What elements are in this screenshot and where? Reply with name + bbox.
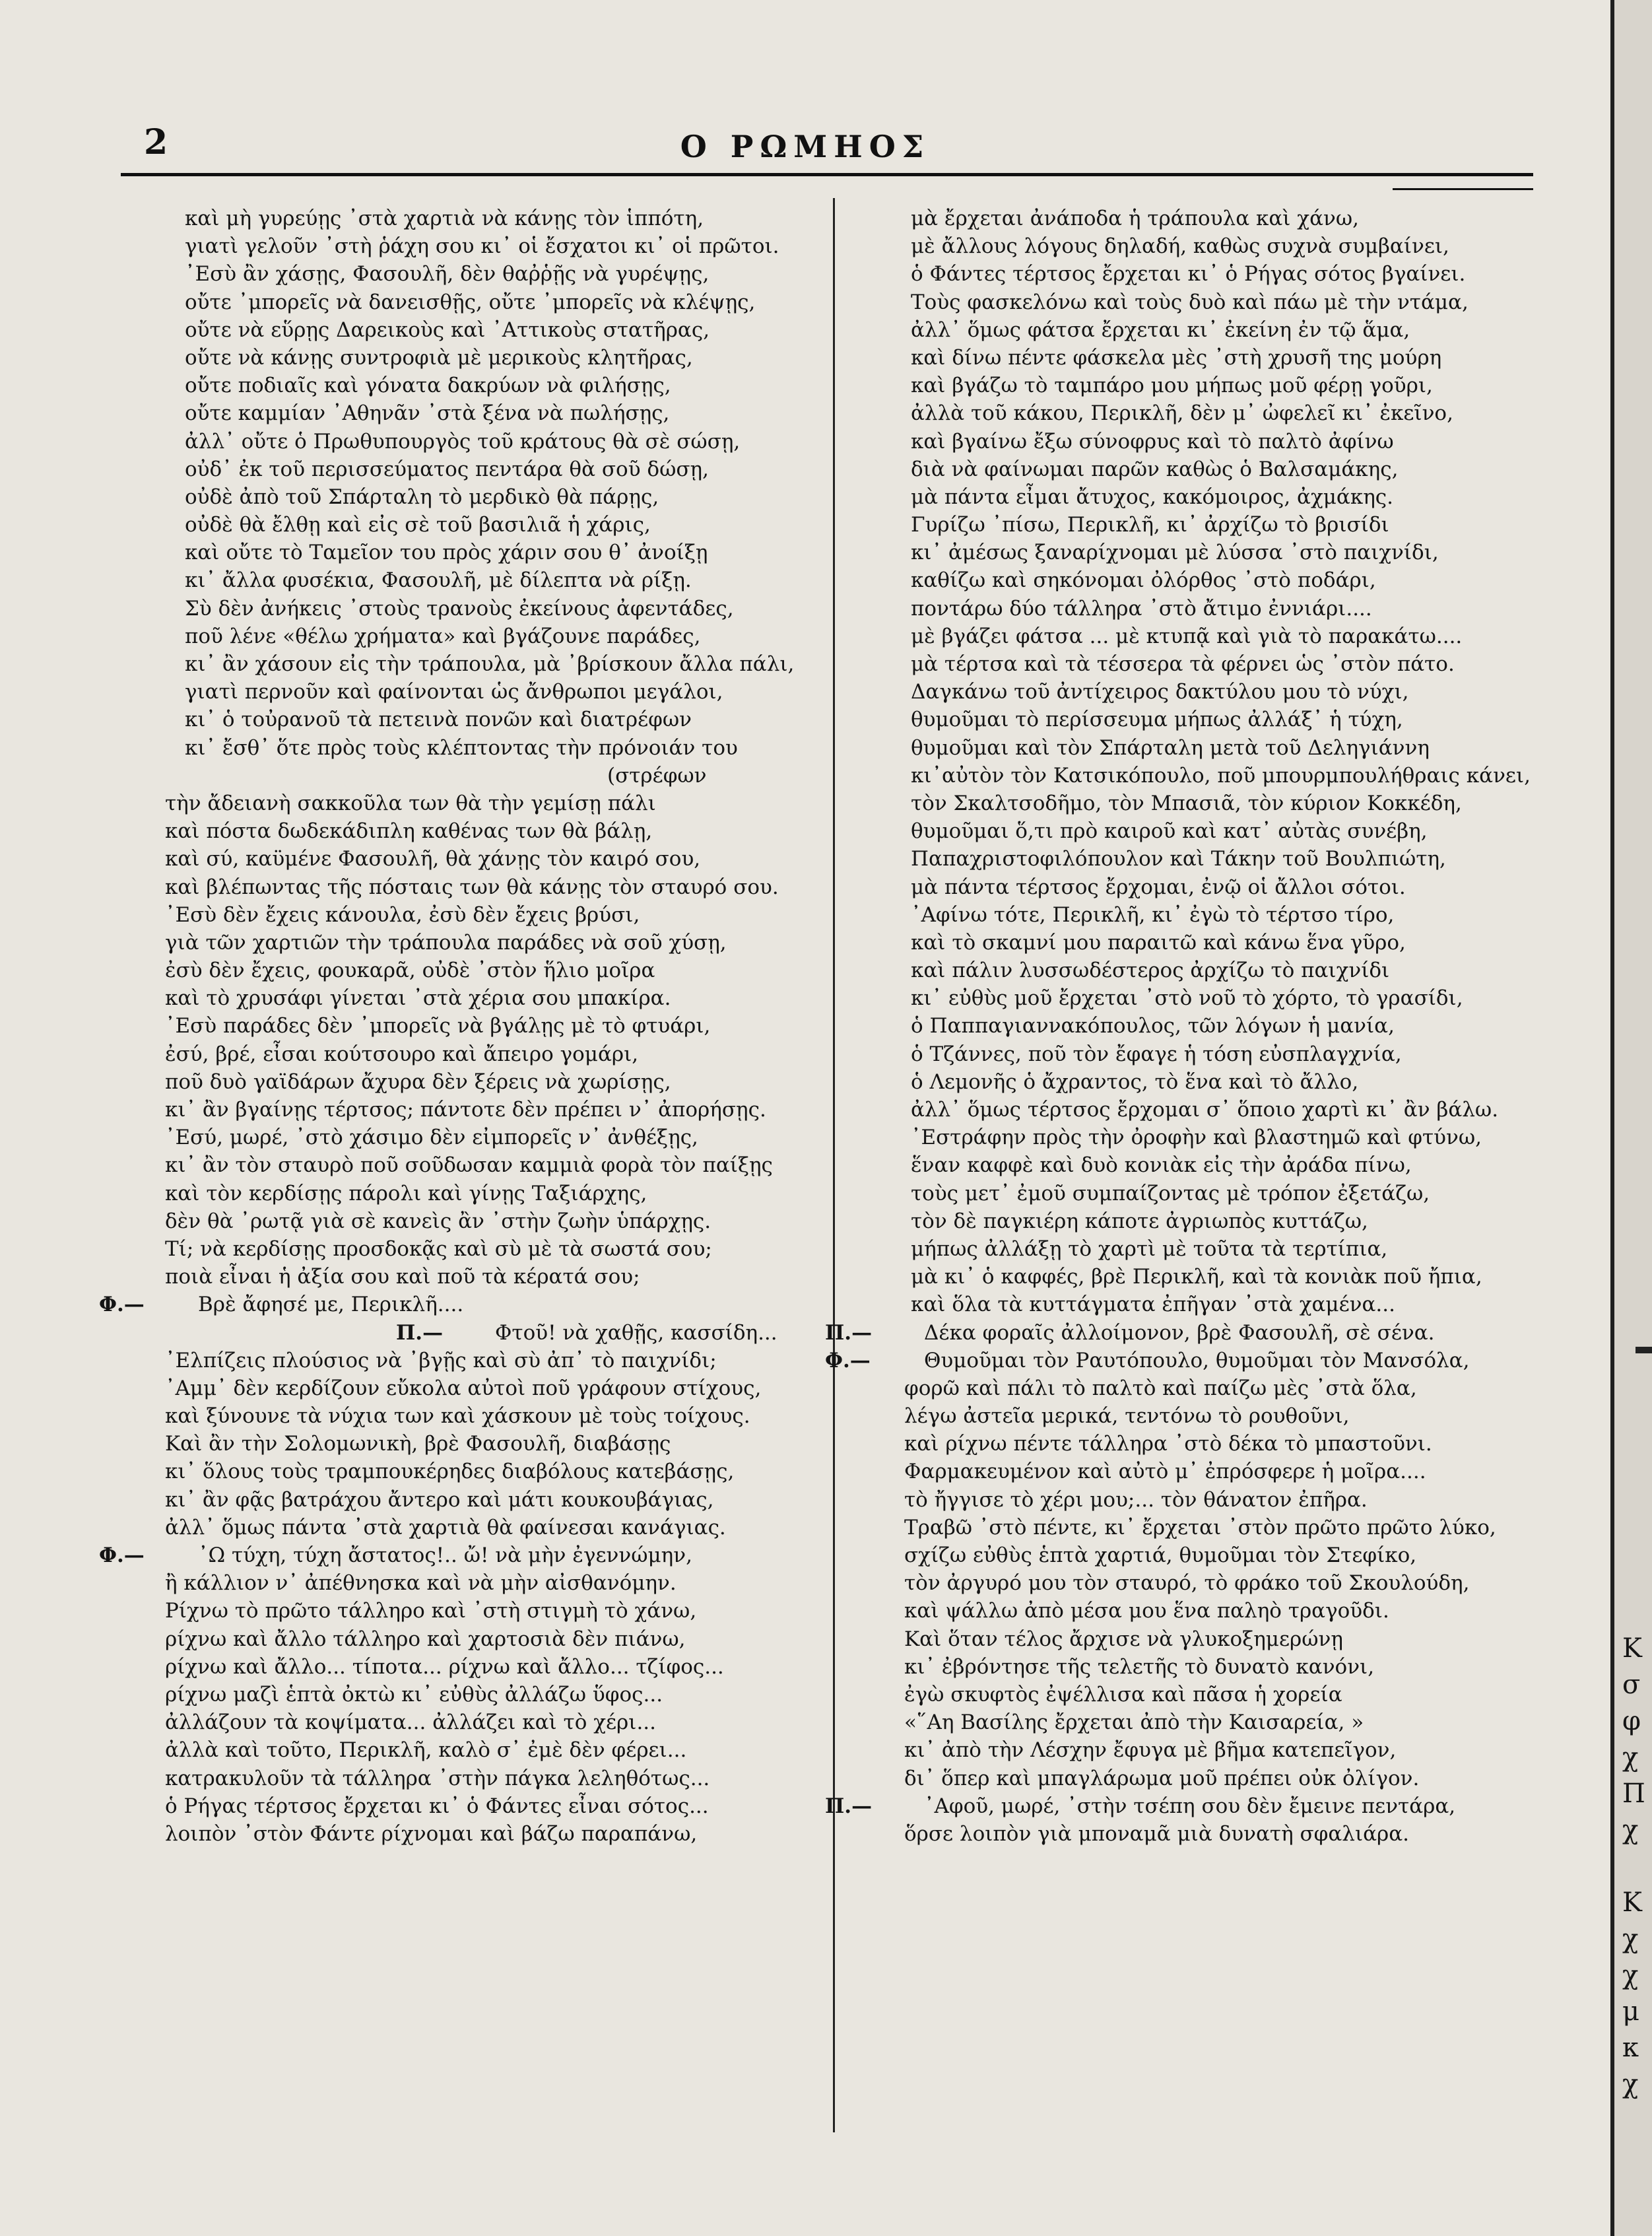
verse-line <box>825 1681 1607 1709</box>
verse-text: γιατὶ περνοῦν καὶ φαίνονται ὡς ἄνθρωποι μεγάλοι, <box>185 680 723 704</box>
edge-letter: Κ <box>1622 1633 1642 1664</box>
verse-line <box>825 1180 1607 1207</box>
verse-text: Βρὲ ἄφησέ με, Περικλῆ.... <box>198 1293 464 1317</box>
edge-letter: κ <box>1622 2033 1639 2063</box>
verse-line <box>99 1374 825 1402</box>
verse-line <box>99 1347 825 1374</box>
verse-text: καὶ τὸ χρυσάφι γίνεται ᾽στὰ χέρια σου μπακίρα. <box>165 986 671 1011</box>
verse-text: Παπαχριστοφιλόπουλον καὶ Τάκην τοῦ Βουλπιώτη, <box>911 847 1446 871</box>
verse-line <box>99 1235 825 1263</box>
verse-text: τὴν ἄδειανὴ σακκοῦλα των θὰ τὴν γεμίσῃ πάλι <box>165 791 656 815</box>
verse-text: ποιὰ εἶναι ἡ ἀξία σου καὶ ποῦ τὰ κέρατά σου; <box>165 1265 640 1289</box>
verse-line <box>99 1709 825 1736</box>
verse-text: Καὶ ὅταν τέλος ἄρχισε νὰ γλυκοξημερώνῃ <box>904 1627 1343 1651</box>
page-number: 2 <box>144 122 168 162</box>
verse-line <box>99 873 825 901</box>
verse-line <box>99 1068 825 1096</box>
verse-line <box>825 1124 1607 1151</box>
verse-line <box>825 1319 1607 1347</box>
verse-text: Δέκα φοραῖς ἀλλοίμονον, βρὲ Φασουλῆ, σὲ σένα. <box>924 1320 1435 1345</box>
verse-line <box>99 1765 825 1792</box>
verse-line <box>825 1736 1607 1764</box>
verse-text: ρίχνω καὶ ἄλλο τάλληρο καὶ χαρτοσιὰ δὲν πιάνω, <box>165 1627 686 1651</box>
verse-line <box>99 1458 825 1485</box>
verse-text: τὸ ἤγγισε τὸ χέρι μου;... τὸν θάνατον ἐπῆρα. <box>904 1487 1368 1512</box>
verse-text: ᾽Αφίνω τότε, Περικλῆ, κι᾽ ἐγὼ τὸ τέρτσο τίρο, <box>911 902 1395 927</box>
verse-text: κι᾽ ἀμέσως ξαναρίχνομαι μὲ λύσσα ᾽στὸ παιχνίδι, <box>911 541 1439 565</box>
verse-line <box>825 1235 1607 1263</box>
verse-line <box>99 1151 825 1179</box>
verse-line <box>99 483 825 511</box>
verse-text: ἐσὺ δὲν ἔχεις, φουκαρᾶ, οὐδὲ ᾽στὸν ἥλιο μοῖρα <box>165 959 655 983</box>
verse-text: κι᾽ ἄλλα φυσέκια, Φασουλῆ, μὲ δίλεπτα νὰ ρίξῃ. <box>185 568 692 593</box>
verse-text: σχίζω εὐθὺς ἑπτὰ χαρτιά, θυμοῦμαι τὸν Στεφίκο, <box>904 1543 1417 1567</box>
edge-letter: χ <box>1622 1924 1639 1954</box>
verse-line <box>825 650 1607 678</box>
verse-text: ἀλλ᾽ ὅμως τέρτσος ἔρχομαι σ᾽ ὅποιο χαρτὶ κι᾽ ἂν βάλω. <box>911 1098 1499 1122</box>
verse-text: καὶ ψάλλω ἀπὸ μέσα μου ἕνα παληὸ τραγοῦδι. <box>904 1599 1389 1623</box>
verse-text: θυμοῦμαι τὸ περίσσευμα μήπως ἀλλάξ᾽ ἡ τύχη, <box>911 708 1403 732</box>
speaker-label: Φ.— <box>99 1293 145 1317</box>
adjacent-page-edge <box>1610 0 1652 2236</box>
verse-text: ἀλλ᾽ ὅμως φάτσα ἔρχεται κι᾽ ἐκείνη ἐν τῷ ἅμα, <box>911 318 1410 342</box>
verse-text: οὔτε ᾽μπορεῖς νὰ δανεισθῇς, οὔτε ᾽μπορεῖς νὰ κλέψῃς, <box>185 290 756 314</box>
verse-text: ὁ Ρήγας τέρτσος ἔρχεται κι᾽ ὁ Φάντες εἶναι σότος... <box>165 1794 709 1818</box>
verse-line <box>825 817 1607 845</box>
verse-line <box>825 1792 1607 1820</box>
verse-text: κι᾽ ἂν τὸν σταυρὸ ποῦ σοῦδωσαν καμμιὰ φορὰ τὸν παίξῃς <box>165 1153 773 1178</box>
verse-text: διὰ νὰ φαίνωμαι παρῶν καθὼς ὁ Βαλσαμάκης, <box>911 457 1399 481</box>
edge-letter: χ <box>1622 1960 1639 1990</box>
verse-line <box>99 845 825 873</box>
verse-line <box>99 1820 825 1848</box>
verse-text: ἢ κάλλιον ν᾽ ἀπέθνησκα καὶ νὰ μὴν αἰσθανόμην. <box>165 1571 677 1596</box>
verse-text: οὐδ᾽ ἐκ τοῦ περισσεύματος πεντάρα θὰ σοῦ δώσῃ, <box>185 457 709 481</box>
verse-line <box>99 623 825 650</box>
verse-line <box>825 1597 1607 1625</box>
verse-line <box>99 1291 825 1318</box>
newspaper-title: Ο ΡΩΜΗΟΣ <box>680 129 931 164</box>
verse-line <box>825 1569 1607 1597</box>
verse-text: μὰ κι᾽ ὁ καφφές, βρὲ Περικλῆ, καὶ τὰ κονιὰκ ποῦ ἤπια, <box>911 1265 1482 1289</box>
verse-text: ἀλλάζουν τὰ κοψίματα... ἀλλάζει καὶ τὸ χέρι... <box>165 1711 656 1735</box>
verse-line <box>825 706 1607 733</box>
verse-line <box>99 428 825 456</box>
verse-text: οὔτε καμμίαν ᾽Αθηνᾶν ᾽στὰ ξένα νὰ πωλήσῃς, <box>185 401 670 426</box>
edge-letter: σ <box>1622 1670 1641 1700</box>
verse-line <box>825 1820 1607 1848</box>
verse-line <box>99 566 825 594</box>
verse-text: ὁ Παππαγιαννακόπουλος, τῶν λόγων ἡ μανία, <box>911 1014 1395 1038</box>
verse-text: ᾽Αφοῦ, μωρέ, ᾽στὴν τσέπη σου δὲν ἔμεινε πεντάρα, <box>924 1794 1456 1818</box>
verse-line <box>825 762 1607 790</box>
verse-line <box>99 929 825 957</box>
verse-text: κι᾽ ὅλους τοὺς τραμπουκέρηδες διαβόλους κατεβάσῃς, <box>165 1460 735 1484</box>
verse-text: γιατὶ γελοῦν ᾽στὴ ῥάχη σου κι᾽ οἱ ἔσχατοι κι᾽ οἱ πρῶτοι. <box>185 234 779 259</box>
verse-line <box>99 1486 825 1514</box>
verse-text: ἀλλ᾽ ὅμως πάντα ᾽στὰ χαρτιὰ θὰ φαίνεσαι κανάγιας. <box>165 1515 726 1540</box>
verse-text: μὰ τέρτσα καὶ τὰ τέσσερα τὰ φέρνει ὡς ᾽στὸν πάτο. <box>911 652 1455 676</box>
verse-line <box>99 1124 825 1151</box>
edge-letter: χ <box>1622 2069 1639 2099</box>
adjacent-page-letters <box>1622 1631 1645 2103</box>
verse-text: μὰ ἔρχεται ἀνάποδα ἡ τράπουλα καὶ χάνω, <box>911 207 1360 230</box>
verse-text: δι᾽ ὅπερ καὶ μπαγλάρωμα μοῦ πρέπει οὐκ ὀλίγον. <box>904 1766 1420 1790</box>
verse-line <box>99 790 825 817</box>
verse-line <box>99 1736 825 1764</box>
verse-line <box>99 288 825 316</box>
verse-line <box>99 678 825 706</box>
edge-letter: μ <box>1622 1996 1639 2027</box>
verse-text: «῞Αη Βασίλης ἔρχεται ἀπὸ τὴν Καισαρεία, » <box>904 1711 1364 1735</box>
verse-line <box>825 1709 1607 1736</box>
verse-text: ἀλλὰ τοῦ κάκου, Περικλῆ, δὲν μ᾽ ὠφελεῖ κι᾽ ἐκεῖνο, <box>911 401 1453 426</box>
verse-line <box>825 1347 1607 1374</box>
verse-text: καὶ ὅλα τὰ κυττάγματα ἐπῆγαν ᾽στὰ χαμένα... <box>911 1293 1395 1317</box>
verse-line <box>99 762 825 790</box>
verse-line <box>825 845 1607 873</box>
verse-line <box>99 260 825 288</box>
verse-line <box>825 428 1607 456</box>
speaker-label: Φ.— <box>99 1543 145 1567</box>
verse-text: οὔτε νὰ κάνῃς συντροφιὰ μὲ μερικοὺς κλητῆρας, <box>185 345 693 370</box>
verse-line <box>825 1068 1607 1096</box>
verse-text: Φαρμακευμένον καὶ αὐτὸ μ᾽ ἐπρόσφερε ἡ μοῖρα.... <box>904 1460 1426 1484</box>
verse-line <box>825 1012 1607 1040</box>
edge-letter: χ <box>1622 1815 1639 1845</box>
verse-text: κι᾽ ἂν φᾷς βατράχου ἄντερο καὶ μάτι κουκουβάγιας, <box>165 1487 714 1512</box>
verse-line <box>825 316 1607 344</box>
verse-text: ποῦ δυὸ γαϊδάρων ἄχυρα δὲν ξέρεις νὰ χωρίσῃς, <box>165 1069 671 1094</box>
verse-line <box>99 316 825 344</box>
verse-line <box>99 1319 825 1347</box>
verse-text: καὶ ρίχνω πέντε τάλληρα ᾽στὸ δέκα τὸ μπαστοῦνι. <box>904 1432 1432 1456</box>
verse-line <box>99 1569 825 1597</box>
verse-text: δὲν θὰ ᾽ρωτᾷ γιὰ σὲ κανεὶς ἂν ᾽στὴν ζωὴν ὑπάρχῃς. <box>165 1209 711 1233</box>
verse-line <box>99 1180 825 1207</box>
verse-line <box>825 1040 1607 1068</box>
verse-text: καὶ οὔτε τὸ Ταμεῖον του πρὸς χάριν σου θ᾽ ἀνοίξῃ <box>185 541 708 565</box>
verse-text: κι᾽αὐτὸν τὸν Κατσικόπουλο, ποῦ μπουρμπουλήθραις κάνει, <box>911 763 1531 788</box>
verse-text: καὶ τὸν κερδίσῃς πάρολι καὶ γίνῃς Ταξιάρχης, <box>165 1181 647 1205</box>
verse-line <box>825 790 1607 817</box>
verse-text: ρίχνω καὶ ἄλλο... τίποτα... ρίχνω καὶ ἄλλο... τζίφος... <box>165 1654 724 1679</box>
verse-text: ἐγὼ σκυφτὸς ἐψέλλισα καὶ πᾶσα ἡ χορεία <box>904 1682 1342 1707</box>
verse-line <box>99 344 825 372</box>
speaker-label: Π.— <box>825 1794 873 1818</box>
verse-text: ἀλλ᾽ οὔτε ὁ Πρωθυπουργὸς τοῦ κράτους θὰ σὲ σώσῃ, <box>185 429 741 454</box>
verse-text: Ρίχνω τὸ πρῶτο τάλληρο καὶ ᾽στὴ στιγμὴ τὸ χάνω, <box>165 1599 697 1623</box>
verse-text: μὲ ἄλλους λόγους δηλαδή, καθὼς συχνὰ συμβαίνει, <box>911 234 1449 259</box>
verse-text: ᾽Εσὺ παράδες δὲν ᾽μπορεῖς νὰ βγάλῃς μὲ τὸ φτυάρι, <box>165 1014 711 1038</box>
verse-text: τοὺς μετ᾽ ἐμοῦ συμπαίζοντας μὲ τρόπον ἐξετάζω, <box>911 1181 1430 1205</box>
verse-text: ἕναν καφφὲ καὶ δυὸ κονιὰκ εἰς τὴν ἀράδα πίνω, <box>911 1153 1412 1178</box>
verse-text: θυμοῦμαι ὅ,τι πρὸ καιροῦ καὶ κατ᾽ αὐτὰς συνέβη, <box>911 819 1428 844</box>
verse-line <box>99 1792 825 1820</box>
verse-text: μὲ βγάζει φάτσα ... μὲ κτυπᾷ καὶ γιὰ τὸ παρακάτω.... <box>911 624 1463 648</box>
verse-text: καθίζω καὶ σηκόνομαι ὀλόρθος ᾽στὸ ποδάρι, <box>911 568 1376 593</box>
verse-line <box>99 1207 825 1235</box>
verse-text: καὶ τὸ σκαμνί μου παραιτῶ καὶ κάνω ἕνα γῦρο, <box>911 930 1406 955</box>
verse-line <box>99 734 825 762</box>
verse-line <box>825 1430 1607 1458</box>
verse-text: φορῶ καὶ πάλι τὸ παλτὸ καὶ παίζω μὲς ᾽στὰ ὅλα, <box>904 1376 1417 1400</box>
verse-text: ᾽Εσὺ ἂν χάσῃς, Φασουλῆ, δὲν θαῤῥῇς νὰ γυρέψῃς, <box>185 262 710 287</box>
verse-text: καὶ μὴ γυρεύῃς ᾽στὰ χαρτιὰ νὰ κάνῃς τὸν ἱππότη, <box>185 207 704 230</box>
edge-letter: Π <box>1622 1779 1645 1809</box>
verse-line <box>825 205 1607 232</box>
verse-line <box>825 566 1607 594</box>
verse-line <box>825 1151 1607 1179</box>
speaker-label: Φ.— <box>825 1348 871 1372</box>
verse-line <box>825 372 1607 399</box>
verse-text: οὔτε νὰ εὕρῃς Δαρεικοὺς καὶ ᾽Αττικοὺς στατῆρας, <box>185 318 710 342</box>
right-column <box>825 205 1607 1848</box>
verse-line <box>825 595 1607 623</box>
verse-line <box>825 399 1607 427</box>
verse-line <box>99 1012 825 1040</box>
page-header <box>0 0 1610 178</box>
verse-line <box>825 456 1607 483</box>
verse-text: ὁ Λεμονῆς ὁ ἄχραντος, τὸ ἕνα καὶ τὸ ἄλλο, <box>911 1069 1359 1094</box>
verse-line <box>825 901 1607 929</box>
verse-text: ὁ Φάντες τέρτσος ἔρχεται κι᾽ ὁ Ρήγας σότος βγαίνει. <box>911 262 1466 287</box>
verse-line <box>825 539 1607 566</box>
verse-line <box>825 1653 1607 1681</box>
verse-line <box>825 232 1607 260</box>
verse-text: θυμοῦμαι καὶ τὸν Σπάρταλη μετὰ τοῦ Δεληγιάννη <box>911 735 1430 760</box>
verse-line <box>825 483 1607 511</box>
verse-text: Φτοῦ! νὰ χαθῇς, κασσίδη... <box>495 1320 777 1345</box>
verse-text: λοιπὸν ᾽στὸν Φάντε ρίχνομαι καὶ βάζω παραπάνω, <box>165 1821 698 1846</box>
verse-text: οὔτε ποδιαῖς καὶ γόνατα δακρύων νὰ φιλήσῃς, <box>185 374 671 398</box>
verse-line <box>99 1514 825 1541</box>
verse-text: ἐσύ, βρέ, εἶσαι κούτσουρο καὶ ἄπειρο γομάρι, <box>165 1042 639 1066</box>
speaker-label: Π.— <box>396 1320 444 1345</box>
verse-text: κι᾽ ἐβρόντησε τῆς τελετῆς τὸ δυνατὸ κανόνι, <box>904 1654 1375 1679</box>
verse-text: κι᾽ ἔσθ᾽ ὅτε πρὸς τοὺς κλέπτοντας τὴν πρόνοιάν του <box>185 735 738 760</box>
verse-text: ᾽Ω τύχη, τύχη ἄστατος!.. ὤ! νὰ μὴν ἐγεννώμην, <box>198 1543 692 1567</box>
verse-line <box>99 399 825 427</box>
verse-text: Καὶ ἂν τὴν Σολομωνικὴ, βρὲ Φασουλῆ, διαβάσῃς <box>165 1432 671 1456</box>
verse-text: ὅρσε λοιπὸν γιὰ μποναμᾶ μιὰ δυνατὴ σφαλιάρα. <box>904 1821 1410 1846</box>
edge-dash <box>1635 1347 1652 1353</box>
verse-text: κι᾽ ἂν βγαίνῃς τέρτσος; πάντοτε δὲν πρέπει ν᾽ ἀπορήσῃς. <box>165 1098 766 1122</box>
verse-line <box>99 232 825 260</box>
verse-line <box>825 1486 1607 1514</box>
verse-text: ᾽Εστράφην πρὸς τὴν ὀροφὴν καὶ βλαστημῶ καὶ φτύνω, <box>911 1126 1482 1150</box>
verse-text: κι᾽ ἀπὸ τὴν Λέσχην ἔφυγα μὲ βῆμα κατεπεῖγον, <box>904 1738 1397 1763</box>
verse-text: ᾽Αμμ᾽ δὲν κερδίζουν εὔκολα αὐτοὶ ποῦ γράφουν στίχους, <box>165 1376 762 1400</box>
verse-line <box>99 1402 825 1430</box>
verse-text: κι᾽ ἂν χάσουν εἰς τὴν τράπουλα, μὰ ᾽βρίσκουν ἄλλα πάλι, <box>185 652 795 676</box>
verse-text: λέγω ἀστεῖα μερικά, τεντόνω τὸ ρουθοῦνι, <box>904 1404 1350 1429</box>
verse-line <box>825 734 1607 762</box>
verse-text: κι᾽ εὐθὺς μοῦ ἔρχεται ᾽στὸ νοῦ τὸ χόρτο, τὸ γρασίδι, <box>911 986 1463 1011</box>
verse-text: γιὰ τῶν χαρτιῶν τὴν τράπουλα παράδες νὰ σοῦ χύσῃ, <box>165 930 727 955</box>
verse-line <box>825 1374 1607 1402</box>
verse-line <box>825 929 1607 957</box>
verse-text: ᾽Εσὺ δὲν ἔχεις κάνουλα, ἐσὺ δὲν ἔχεις βρύσι, <box>165 902 640 927</box>
verse-text: οὐδὲ θὰ ἔλθῃ καὶ εἰς σὲ τοῦ βασιλιᾶ ἡ χάρις, <box>185 513 651 537</box>
verse-line <box>825 260 1607 288</box>
verse-text: καὶ δίνω πέντε φάσκελα μὲς ᾽στὴ χρυσῆ της μούρη <box>911 345 1442 370</box>
verse-line <box>99 1541 825 1569</box>
verse-text: καὶ βγαίνω ἔξω σύνοφρυς καὶ τὸ παλτὸ ἀφίνω <box>911 429 1394 454</box>
verse-line <box>825 1096 1607 1124</box>
verse-line <box>825 957 1607 984</box>
verse-text: ᾽Εσύ, μωρέ, ᾽στὸ χάσιμο δὲν εἰμπορεῖς ν᾽ ἀνθέξῃς, <box>165 1126 698 1150</box>
verse-text: μήπως ἀλλάξῃ τὸ χαρτὶ μὲ τοῦτα τὰ τερτίπια, <box>911 1237 1388 1261</box>
verse-text: καὶ πόστα δωδεκάδιπλη καθένας των θὰ βάλῃ, <box>165 819 653 844</box>
verse-line <box>825 1263 1607 1291</box>
verse-text: οὐδὲ ἀπὸ τοῦ Σπάρταλη τὸ μερδικὸ θὰ πάρῃς, <box>185 485 659 509</box>
verse-text: Γυρίζω ᾽πίσω, Περικλῆ, κι᾽ ἀρχίζω τὸ βρισίδι <box>911 513 1389 537</box>
verse-line <box>825 1291 1607 1318</box>
verse-line <box>99 1653 825 1681</box>
verse-line <box>825 1765 1607 1792</box>
verse-line <box>99 650 825 678</box>
verse-text: τὸν δὲ παγκιέρη κάποτε ἀγριωπὸς κυττάζω, <box>911 1209 1368 1233</box>
verse-line <box>99 901 825 929</box>
verse-text: τὸν Σκαλτσοδῆμο, τὸν Μπασιᾶ, τὸν κύριον Κοκκέδη, <box>911 791 1462 815</box>
verse-line <box>99 511 825 539</box>
verse-line <box>99 1096 825 1124</box>
verse-line <box>825 1541 1607 1569</box>
verse-text: ρίχνω μαζὶ ἑπτὰ ὀκτὼ κι᾽ εὐθὺς ἀλλάζω ὕφος... <box>165 1682 663 1707</box>
verse-line <box>99 205 825 232</box>
verse-line <box>825 288 1607 316</box>
edge-letter: φ <box>1622 1706 1641 1736</box>
verse-line <box>99 1681 825 1709</box>
verse-line <box>99 817 825 845</box>
verse-line <box>99 1625 825 1653</box>
verse-text: Τοὺς φασκελόνω καὶ τοὺς δυὸ καὶ πάω μὲ τὴν ντάμα, <box>911 290 1469 314</box>
binding-shadow <box>1610 0 1614 2236</box>
verse-text: μὰ πάντα τέρτσος ἔρχομαι, ἐνῷ οἱ ἄλλοι σότοι. <box>911 875 1406 899</box>
verse-line <box>825 678 1607 706</box>
left-column <box>99 205 825 1848</box>
speaker-label: Π.— <box>825 1320 873 1345</box>
verse-line <box>99 456 825 483</box>
verse-text: Θυμοῦμαι τὸν Ραυτόπουλο, θυμοῦμαι τὸν Μανσόλα, <box>924 1348 1470 1372</box>
verse-text: ὁ Τζάννες, ποῦ τὸν ἔφαγε ἡ τόση εὐσπλαγχνία, <box>911 1042 1402 1066</box>
verse-line <box>99 1597 825 1625</box>
verse-line <box>825 623 1607 650</box>
edge-letter: χ <box>1622 1742 1639 1773</box>
verse-line <box>99 706 825 733</box>
verse-line <box>825 1514 1607 1541</box>
header-rule <box>121 173 1533 176</box>
verse-text: Δαγκάνω τοῦ ἀντίχειρος δακτύλου μου τὸ νύχι, <box>911 680 1409 704</box>
verse-line <box>99 372 825 399</box>
verse-line <box>825 344 1607 372</box>
verse-line <box>99 984 825 1012</box>
verse-line <box>825 984 1607 1012</box>
verse-line <box>99 1040 825 1068</box>
verse-text: ποῦ λένε «θέλω χρήματα» καὶ βγάζουνε παράδες, <box>185 624 701 648</box>
verse-line <box>825 1458 1607 1485</box>
verse-line <box>825 1625 1607 1653</box>
verse-text: μὰ πάντα εἶμαι ἄτυχος, κακόμοιρος, ἀχμάκης. <box>911 485 1394 509</box>
edge-letter <box>1622 1848 1645 1885</box>
verse-text: (στρέφων <box>607 763 707 788</box>
verse-line <box>825 1402 1607 1430</box>
verse-text: καὶ σύ, καϋμένε Φασουλῆ, θὰ χάνῃς τὸν καιρό σου, <box>165 847 701 871</box>
verse-text: ποντάρω δύο τάλληρα ᾽στὸ ἄτιμο ἐννιάρι.... <box>911 596 1372 621</box>
verse-text: τὸν ἀργυρό μου τὸν σταυρό, τὸ φράκο τοῦ Σκουλούδη, <box>904 1571 1470 1596</box>
verse-line <box>825 873 1607 901</box>
verse-text: Σὺ δὲν ἀνήκεις ᾽στοὺς τρανοὺς ἐκείνους ἀφεντάδες, <box>185 596 734 621</box>
verse-text: καὶ βγάζω τὸ ταμπάρο μου μήπως μοῦ φέρῃ γοῦρι, <box>911 374 1433 398</box>
verse-text: καὶ πάλιν λυσσωδέστερος ἀρχίζω τὸ παιχνίδι <box>911 959 1390 983</box>
verse-text: κατρακυλοῦν τὰ τάλληρα ᾽στὴν πάγκα λεληθότως... <box>165 1766 710 1790</box>
header-rule-secondary <box>1393 188 1533 190</box>
verse-text: καὶ βλέπωντας τῆς πόσταις των θὰ κάνῃς τὸν σταυρό σου. <box>165 875 779 899</box>
verse-text: ᾽Ελπίζεις πλούσιος νὰ ᾽βγῇς καὶ σὺ ἀπ᾽ τὸ παιχνίδι; <box>165 1348 717 1372</box>
verse-line <box>825 511 1607 539</box>
verse-line <box>825 1207 1607 1235</box>
verse-line <box>99 957 825 984</box>
edge-letter: Κ <box>1622 1887 1642 1918</box>
verse-text: Τραβῶ ᾽στὸ πέντε, κι᾽ ἔρχεται ᾽στὸν πρῶτο πρῶτο λύκο, <box>904 1515 1496 1540</box>
verse-text: Τί; νὰ κερδίσῃς προσδοκᾷς καὶ σὺ μὲ τὰ σωστά σου; <box>165 1237 712 1261</box>
verse-line <box>99 595 825 623</box>
verse-text: κι᾽ ὁ τοὐρανοῦ τὰ πετεινὰ πονῶν καὶ διατρέφων <box>185 708 692 732</box>
verse-line <box>99 1430 825 1458</box>
verse-line <box>99 539 825 566</box>
verse-text: καὶ ξύνουνε τὰ νύχια των καὶ χάσκουν μὲ τοὺς τοίχους. <box>165 1404 750 1429</box>
verse-line <box>99 1263 825 1291</box>
verse-text: ἀλλὰ καὶ τοῦτο, Περικλῆ, καλὸ σ᾽ ἐμὲ δὲν φέρει... <box>165 1738 687 1763</box>
